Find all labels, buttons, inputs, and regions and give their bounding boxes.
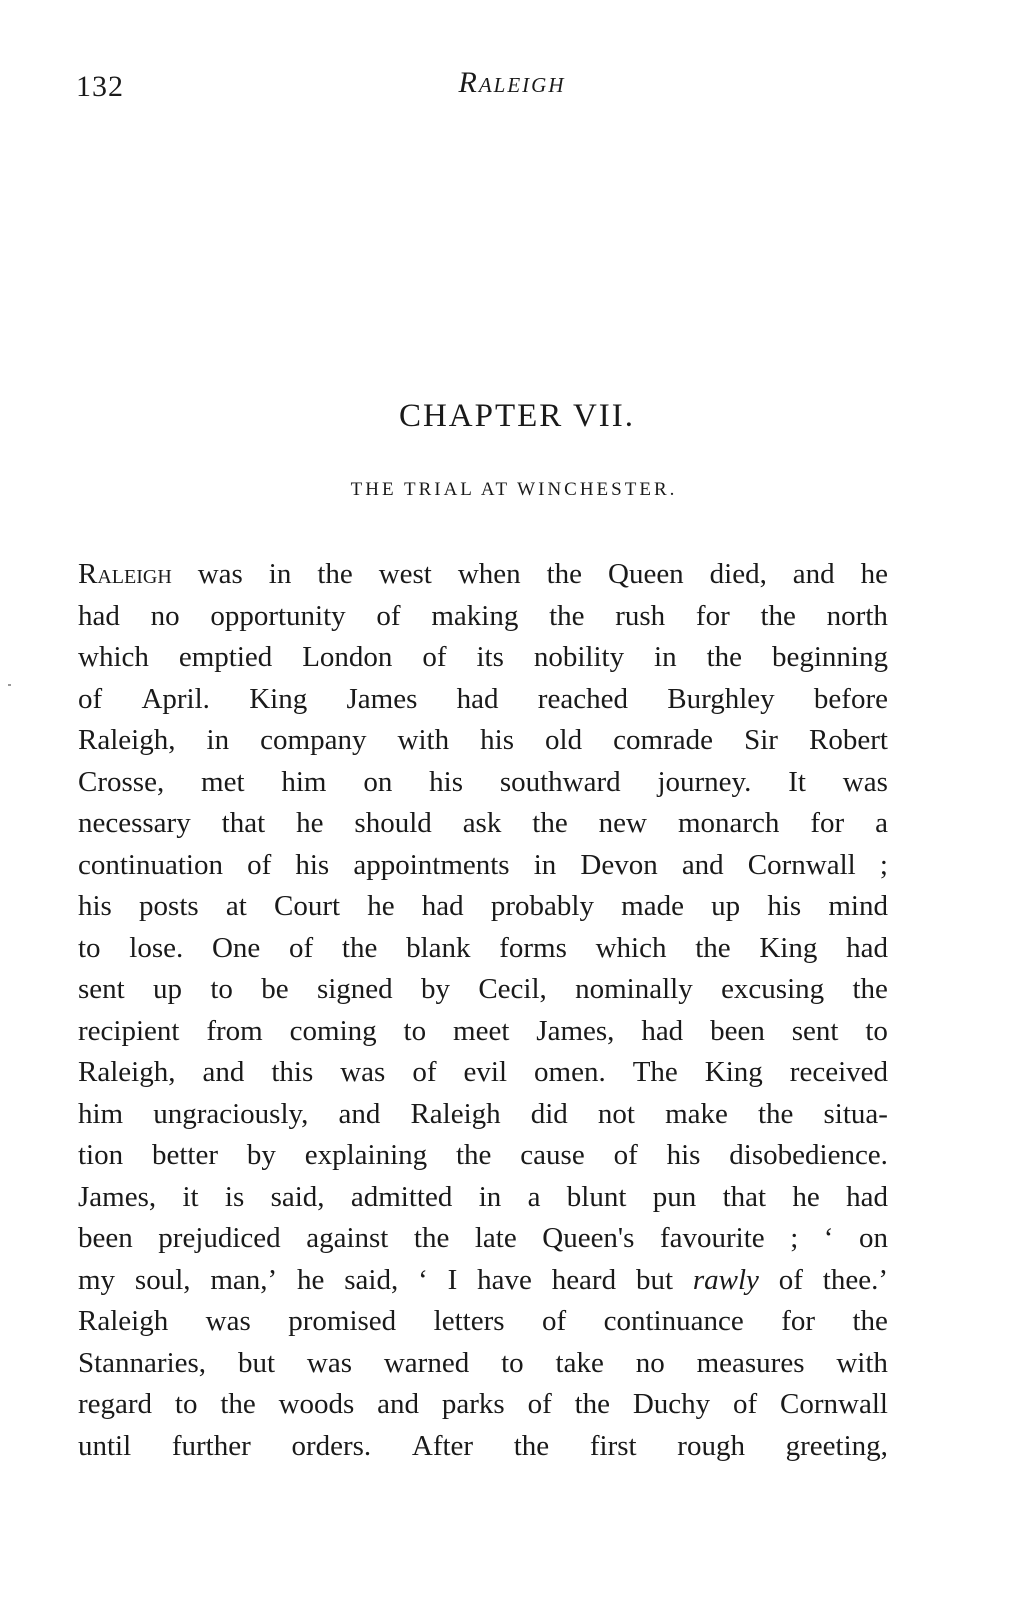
word: was [197, 558, 243, 590]
word: sent [791, 1014, 839, 1047]
text-line [78, 928, 888, 970]
word: Crosse, [78, 765, 165, 798]
word: reached [537, 682, 628, 715]
word: journey. [657, 765, 752, 798]
word: should [354, 807, 432, 839]
word: Raleigh [410, 1097, 501, 1130]
word: the [513, 1429, 550, 1462]
word: the [549, 599, 585, 632]
word: at [225, 890, 247, 922]
word: no [635, 1346, 665, 1379]
word: orders. [291, 1429, 372, 1462]
word: the [456, 1139, 492, 1171]
word: King [704, 1056, 763, 1088]
word: been [710, 1014, 765, 1047]
word: with [836, 1346, 888, 1379]
word: the [220, 1388, 256, 1420]
word: west [378, 558, 432, 590]
text-lines [78, 596, 888, 1468]
text-line [78, 1384, 888, 1426]
word: to [403, 1014, 427, 1047]
word: been [78, 1222, 133, 1254]
word: Cornwall [747, 848, 856, 881]
word: warned [383, 1346, 470, 1379]
word: a [527, 1180, 541, 1213]
word: the [757, 1097, 794, 1130]
word: measures [696, 1346, 805, 1379]
word: of [613, 1139, 638, 1171]
word: old [545, 724, 583, 756]
word: the [532, 807, 568, 839]
word: emptied [178, 641, 273, 673]
word: late [474, 1222, 517, 1254]
word: admitted [350, 1180, 453, 1213]
word: have [477, 1263, 532, 1296]
word: died, [709, 558, 767, 590]
word: to [174, 1388, 198, 1420]
word: to [865, 1014, 888, 1047]
word: Stannaries, [78, 1346, 207, 1379]
word: further [171, 1429, 251, 1462]
running-head: Raleigh [458, 66, 566, 99]
word: against [306, 1222, 389, 1254]
word: for [695, 599, 730, 632]
word: that [722, 1180, 767, 1213]
word: a [875, 807, 888, 839]
word: be [261, 973, 289, 1005]
word: excusing [721, 973, 825, 1005]
word: this [271, 1056, 314, 1088]
word: letters [433, 1305, 505, 1337]
word: beginning [771, 641, 888, 673]
word: sent [78, 973, 125, 1005]
word: of [376, 599, 401, 632]
text-line [78, 1052, 888, 1094]
word: which [595, 931, 667, 964]
word: King [759, 931, 818, 964]
word: no [150, 599, 180, 632]
word: him [78, 1097, 124, 1130]
text-line [78, 596, 888, 638]
text-line [78, 1218, 888, 1260]
word: ask [462, 807, 502, 839]
word: for [781, 1305, 816, 1337]
word: Queen [608, 558, 684, 590]
word: first [589, 1429, 637, 1462]
word: of [527, 1388, 552, 1420]
word: cause [520, 1139, 585, 1171]
word: the [341, 931, 378, 964]
word: his [78, 890, 112, 922]
word: made [621, 890, 684, 922]
word: King [249, 682, 308, 715]
chapter-subtitle: THE TRIAL AT WINCHESTER. [350, 479, 678, 500]
word: The [632, 1056, 678, 1088]
word: woods [278, 1388, 355, 1420]
word: my [78, 1263, 116, 1296]
word: monarch [677, 807, 780, 839]
word: had [456, 682, 499, 715]
word: greeting, [785, 1429, 888, 1462]
word: had [78, 599, 120, 632]
word: but [237, 1346, 275, 1379]
word: the [413, 1222, 450, 1254]
text-line [78, 1343, 888, 1385]
word: Devon [580, 848, 658, 881]
word: making [431, 599, 519, 632]
word: in [478, 1180, 502, 1213]
word: Raleigh [78, 1305, 169, 1337]
word: opportunity [210, 599, 346, 632]
word: necessary [78, 807, 191, 839]
word: with [397, 724, 450, 756]
word: Court [273, 890, 341, 922]
word: nobility [533, 641, 625, 673]
word: ‘ [823, 1222, 834, 1254]
word: he [296, 807, 324, 839]
word: in [533, 848, 557, 881]
word: when [457, 558, 521, 590]
word: north [826, 599, 888, 632]
word: and [377, 1388, 420, 1420]
text-line [78, 637, 888, 679]
word: and [202, 1056, 245, 1088]
word: James, [536, 1014, 615, 1047]
word: on [858, 1222, 888, 1254]
word: to [501, 1346, 524, 1379]
word: parks [441, 1388, 505, 1420]
word: his [295, 848, 330, 881]
word: before [813, 682, 888, 715]
text-line [78, 679, 888, 721]
word: and [792, 558, 835, 590]
text-line [78, 1426, 888, 1468]
word: of [778, 1263, 803, 1296]
word: had [641, 1014, 684, 1047]
text-line [78, 1301, 888, 1343]
word: him [281, 765, 327, 798]
word: had [421, 890, 464, 922]
word: of [541, 1305, 567, 1337]
word: his [429, 765, 463, 798]
word: Duchy [632, 1388, 711, 1420]
word: ; [790, 1222, 799, 1254]
word: take [555, 1346, 604, 1379]
word: of [289, 931, 314, 964]
word: April. [141, 682, 210, 715]
text-line [78, 845, 888, 887]
word: on [363, 765, 393, 798]
word: Robert [808, 724, 888, 756]
word: of [412, 1056, 437, 1088]
word: ; [879, 848, 888, 881]
italic-word: rawly [692, 1263, 759, 1296]
word: was [205, 1305, 251, 1337]
word: said, [270, 1180, 325, 1213]
word: coming [289, 1014, 377, 1047]
word: Raleigh, [78, 1056, 176, 1088]
word: the [546, 558, 583, 590]
page-number: 132 [76, 70, 124, 103]
word: had [846, 1180, 888, 1213]
word: for [810, 807, 845, 839]
word: Sir [744, 724, 778, 756]
word: of [733, 1388, 758, 1420]
word: up [711, 890, 741, 922]
word: man,’ [210, 1263, 278, 1296]
word: forms [499, 931, 567, 964]
word: After [411, 1429, 474, 1462]
word: by [421, 973, 451, 1005]
word: the [852, 973, 888, 1005]
word: the [695, 931, 731, 964]
word: nominally [575, 973, 693, 1005]
word: Cornwall [780, 1388, 888, 1420]
word: not [597, 1097, 635, 1130]
opening-word: Raleigh [78, 558, 172, 590]
word: the [317, 558, 353, 590]
text-line [78, 1094, 888, 1136]
word: evil [463, 1056, 508, 1088]
word: London [302, 641, 393, 673]
word: was [306, 1346, 352, 1379]
word: his [480, 724, 514, 756]
word: One [211, 931, 261, 964]
word: the [852, 1305, 888, 1337]
word: its [476, 641, 504, 673]
word: continuance [603, 1305, 744, 1337]
word: ‘ [418, 1263, 428, 1296]
word: of [78, 682, 103, 715]
word: disobedience. [729, 1139, 888, 1171]
margin-speck [8, 684, 11, 686]
word: of [247, 848, 272, 881]
text-line [78, 803, 888, 845]
word: received [789, 1056, 888, 1088]
word: make [665, 1097, 728, 1130]
text-line [78, 720, 888, 762]
word: to [210, 973, 233, 1005]
word: new [598, 807, 647, 839]
word: Queen's [542, 1222, 635, 1254]
word: from [206, 1014, 263, 1047]
word: and [681, 848, 724, 881]
word: met [201, 765, 245, 798]
word: It [788, 765, 806, 798]
chapter-title: CHAPTER VII. [398, 398, 636, 434]
word: heard [551, 1263, 617, 1296]
body-text [78, 554, 888, 1467]
word: he [860, 558, 888, 590]
word: the [706, 641, 742, 673]
word: his [767, 890, 802, 922]
word: situa- [823, 1097, 888, 1130]
word: by [246, 1139, 276, 1171]
word: James, [78, 1180, 157, 1213]
word: in [206, 724, 230, 756]
word: he [367, 890, 395, 922]
text-line [78, 886, 888, 928]
word: lose. [129, 931, 184, 964]
word: pun [652, 1180, 697, 1213]
word: in [654, 641, 677, 673]
word: is [224, 1180, 245, 1213]
word: his [666, 1139, 701, 1171]
word: that [221, 807, 266, 839]
word: in [268, 558, 292, 590]
word: prejudiced [158, 1222, 281, 1254]
word: he [297, 1263, 325, 1296]
word: ungraciously, [153, 1097, 309, 1130]
word: tion [78, 1139, 124, 1171]
text-line [78, 1260, 888, 1302]
word: posts [139, 890, 199, 922]
word: did [530, 1097, 568, 1130]
word: up [153, 973, 183, 1005]
word: the [574, 1388, 611, 1420]
word: the [760, 599, 796, 632]
word: better [151, 1139, 218, 1171]
word: said, [344, 1263, 399, 1296]
word: had [846, 931, 888, 964]
word: recipient [78, 1014, 180, 1047]
word: blunt [566, 1180, 627, 1213]
word: rush [615, 599, 666, 632]
word: Raleigh, [78, 724, 176, 756]
word: which [78, 641, 149, 673]
text-line [78, 1135, 888, 1177]
word: and [338, 1097, 381, 1130]
word: he [792, 1180, 820, 1213]
word: I [447, 1263, 458, 1296]
word: Cecil, [478, 973, 547, 1005]
word: until [78, 1429, 132, 1462]
word: appointments [353, 848, 510, 881]
text-line [78, 554, 888, 596]
word: of [422, 641, 447, 673]
word: favourite [659, 1222, 765, 1254]
word: explaining [304, 1139, 428, 1171]
word: thee.’ [822, 1263, 888, 1296]
word: to [78, 931, 101, 964]
text-line [78, 969, 888, 1011]
word: mind [828, 890, 888, 922]
text-line [78, 1011, 888, 1053]
word: southward [499, 765, 621, 798]
word: omen. [534, 1056, 606, 1088]
word: probably [490, 890, 594, 922]
word: blank [406, 931, 471, 964]
word: signed [316, 973, 393, 1005]
word: meet [453, 1014, 510, 1047]
word: James [346, 682, 418, 715]
word: promised [288, 1305, 397, 1337]
word: it [182, 1180, 199, 1213]
word: Burghley [667, 682, 775, 715]
text-line [78, 1177, 888, 1219]
word: rough [677, 1429, 745, 1462]
word: regard [78, 1388, 153, 1420]
word: was [842, 765, 888, 798]
word: continuation [78, 848, 223, 881]
word: was [340, 1056, 386, 1088]
word: comrade [613, 724, 714, 756]
word: company [260, 724, 367, 756]
text-line [78, 762, 888, 804]
word: but [635, 1263, 673, 1296]
word: soul, [134, 1263, 191, 1296]
